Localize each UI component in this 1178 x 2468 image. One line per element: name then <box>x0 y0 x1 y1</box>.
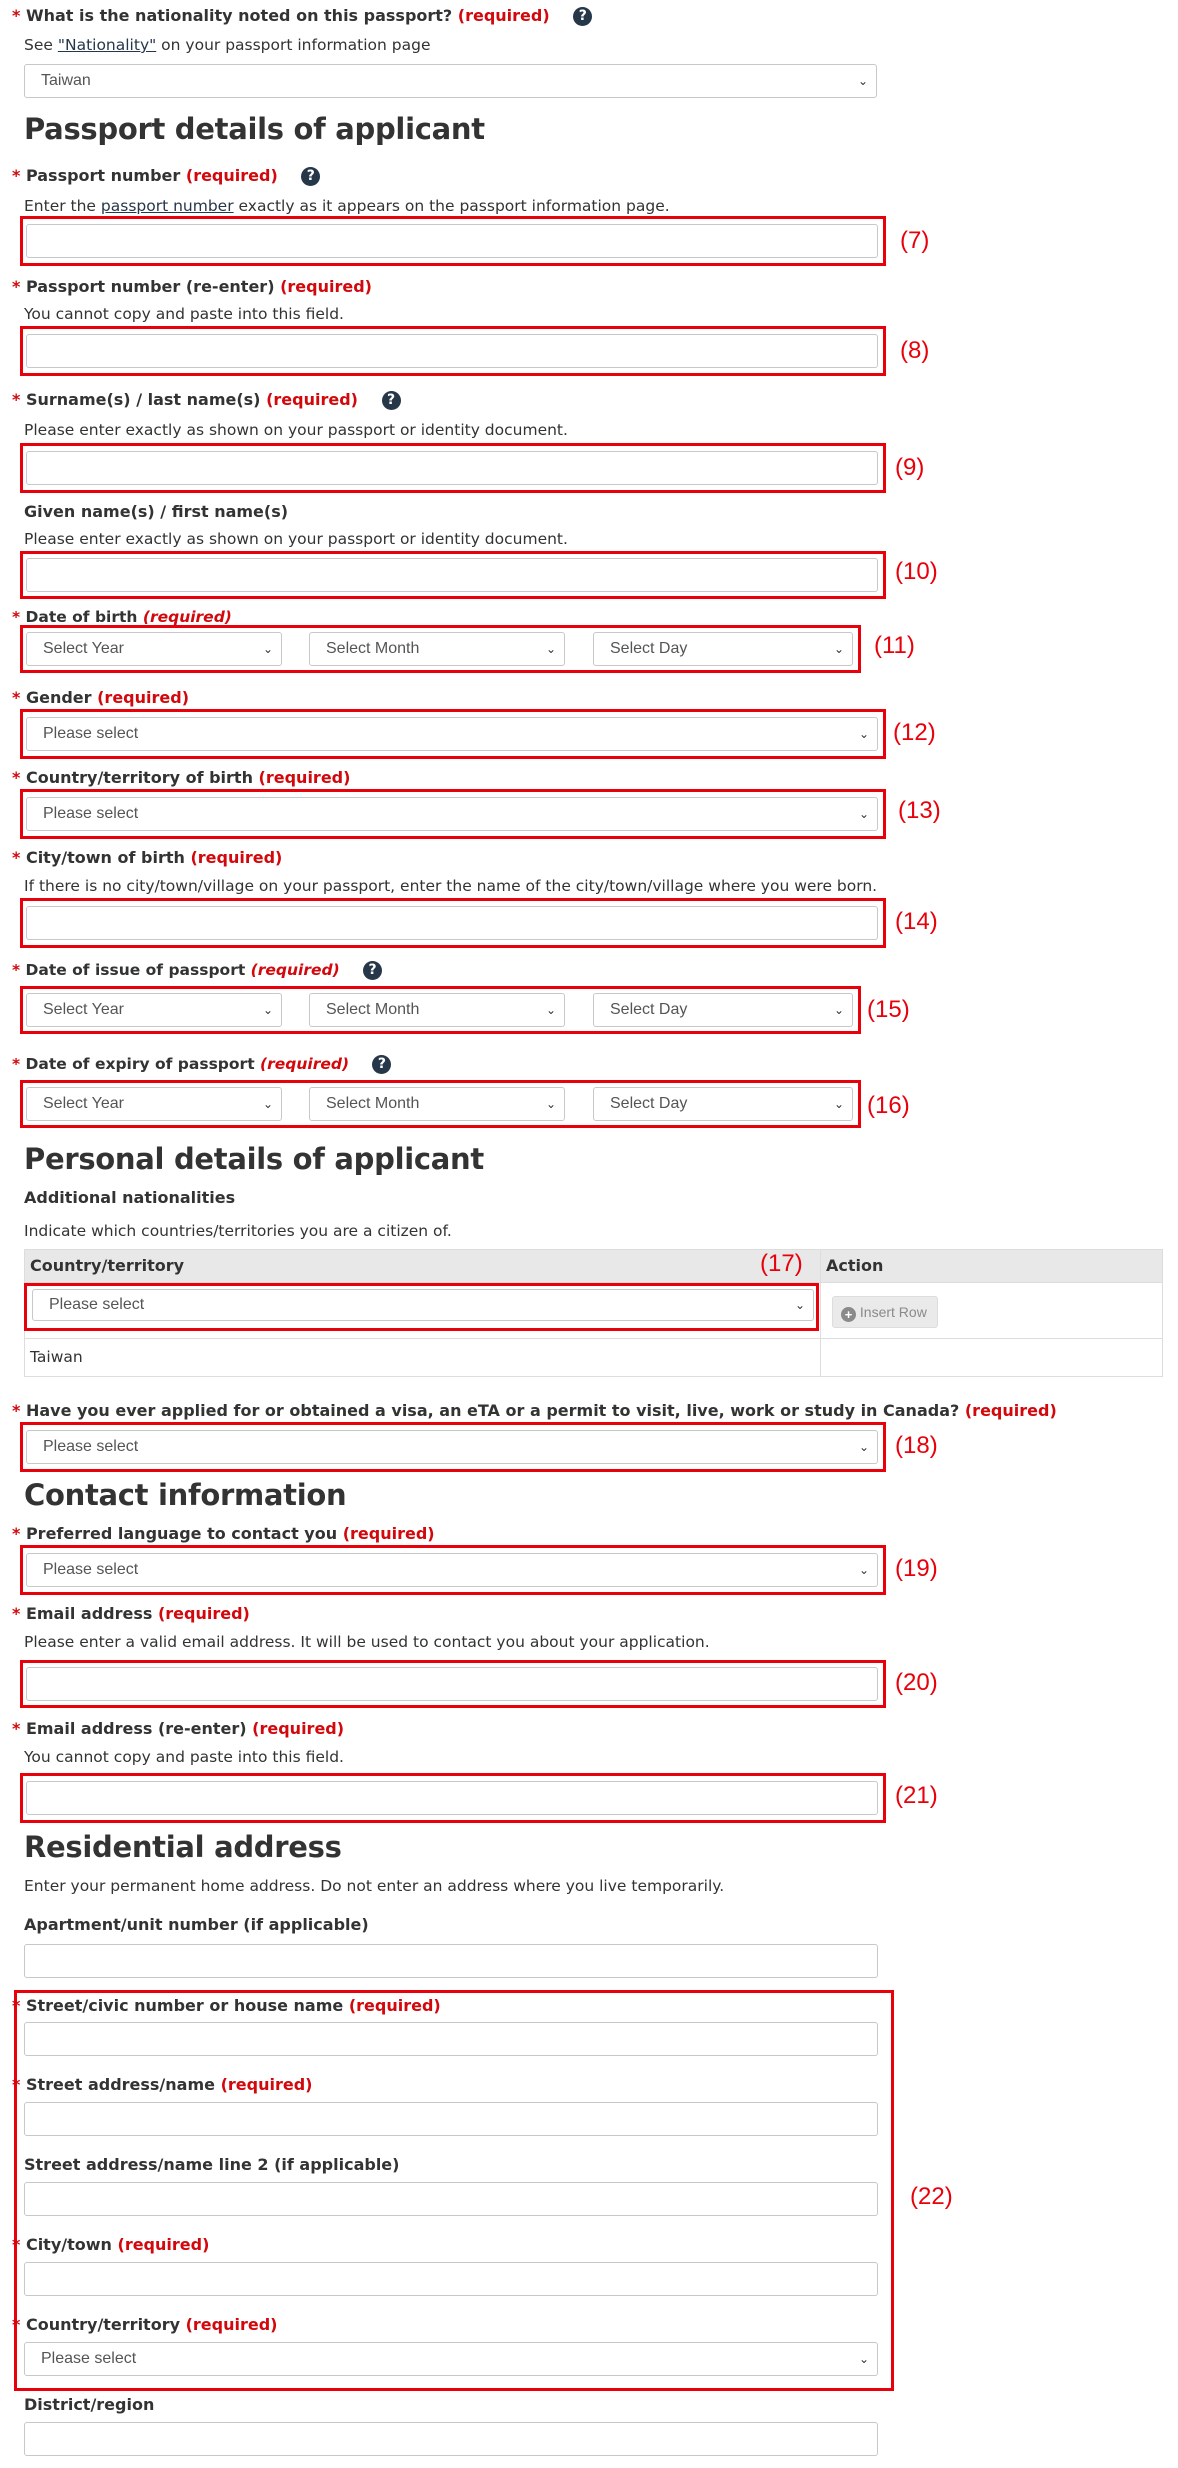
apartment-input[interactable] <box>24 1944 878 1978</box>
doi-year-select[interactable]: Select Year ⌄ <box>26 993 282 1027</box>
annotation-label-7: (7) <box>900 227 930 254</box>
section-title-passport: Passport details of applicant <box>24 112 485 146</box>
passport-number-label: * Passport number (required) ? <box>12 166 320 186</box>
passport-reenter-input[interactable] <box>26 334 878 368</box>
annotation-label-20: (20) <box>895 1669 938 1696</box>
doe-label: * Date of expiry of passport (required) ? <box>12 1055 391 1074</box>
chevron-down-icon: ⌄ <box>858 807 869 821</box>
help-question-icon[interactable]: ? <box>301 167 320 186</box>
street-name-label: * Street address/name (required) <box>12 2075 313 2094</box>
additional-nationalities-help: Indicate which countries/territories you are a citizen of. <box>24 1222 452 1240</box>
visa-history-label: * Have you ever applied for or obtained a visa, an eTA or a permit to visit, live, work or study in Canada? (required) <box>12 1401 1057 1420</box>
language-select[interactable]: Please select ⌄ <box>26 1553 878 1587</box>
email-reenter-input[interactable] <box>26 1781 878 1815</box>
insert-row-button[interactable]: + Insert Row <box>832 1296 938 1328</box>
doe-month-select[interactable]: Select Month ⌄ <box>309 1087 565 1121</box>
section-title-contact: Contact information <box>24 1478 347 1512</box>
email-label: * Email address (required) <box>12 1604 250 1623</box>
visa-history-select[interactable]: Please select ⌄ <box>26 1430 878 1464</box>
residential-help: Enter your permanent home address. Do not enter an address where you live temporarily. <box>24 1877 725 1895</box>
given-name-label: Given name(s) / first name(s) <box>24 502 289 521</box>
help-question-icon[interactable]: ? <box>382 391 401 410</box>
passport-reenter-label: * Passport number (re-enter) (required) <box>12 277 372 296</box>
language-label: * Preferred language to contact you (required) <box>12 1524 435 1543</box>
column-header-country: Country/territory <box>30 1256 185 1275</box>
dob-day-select[interactable]: Select Day ⌄ <box>593 632 853 666</box>
chevron-down-icon: ⌄ <box>858 727 869 741</box>
help-question-icon[interactable]: ? <box>573 7 592 26</box>
table-header <box>25 1250 1162 1283</box>
street-number-input[interactable] <box>24 2022 878 2056</box>
doe-year-select[interactable]: Select Year ⌄ <box>26 1087 282 1121</box>
surname-input[interactable] <box>26 451 878 485</box>
annotation-label-19: (19) <box>895 1555 938 1582</box>
chevron-down-icon: ⌄ <box>545 1003 556 1017</box>
annotation-label-14: (14) <box>895 908 938 935</box>
help-question-icon[interactable]: ? <box>372 1055 391 1074</box>
nationality-select[interactable]: Taiwan ⌄ <box>24 64 877 98</box>
gender-select[interactable]: Please select ⌄ <box>26 717 878 751</box>
annotation-label-18: (18) <box>895 1432 938 1459</box>
chevron-down-icon: ⌄ <box>262 1003 273 1017</box>
street-name-input[interactable] <box>24 2102 878 2136</box>
chevron-down-icon: ⌄ <box>262 642 273 656</box>
street-line2-label: Street address/name line 2 (if applicable) <box>24 2155 400 2174</box>
doi-label: * Date of issue of passport (required) ? <box>12 961 382 980</box>
chevron-down-icon: ⌄ <box>833 1097 844 1111</box>
email-reenter-label: * Email address (re-enter) (required) <box>12 1719 345 1738</box>
chevron-down-icon: ⌄ <box>262 1097 273 1111</box>
city-input[interactable] <box>24 2262 878 2296</box>
chevron-down-icon: ⌄ <box>858 1563 869 1577</box>
dob-month-select[interactable]: Select Month ⌄ <box>309 632 565 666</box>
doe-day-select[interactable]: Select Day ⌄ <box>593 1087 853 1121</box>
country-birth-select[interactable]: Please select ⌄ <box>26 797 878 831</box>
nationality-help-link[interactable]: "Nationality" <box>57 36 157 54</box>
annotation-label-21: (21) <box>895 1782 938 1809</box>
chevron-down-icon: ⌄ <box>794 1298 805 1312</box>
plus-circle-icon: + <box>841 1307 856 1322</box>
doi-day-select[interactable]: Select Day ⌄ <box>593 993 853 1027</box>
section-title-residential: Residential address <box>24 1830 342 1864</box>
table-column-divider <box>820 1250 821 1376</box>
annotation-label-13: (13) <box>898 797 941 824</box>
annotation-label-10: (10) <box>895 558 938 585</box>
chevron-down-icon: ⌄ <box>545 1097 556 1111</box>
chevron-down-icon: ⌄ <box>833 1003 844 1017</box>
table-row-divider <box>25 1338 1162 1339</box>
annotation-label-16: (16) <box>867 1092 910 1119</box>
city-birth-label: * City/town of birth (required) <box>12 848 283 867</box>
gender-label: * Gender (required) <box>12 688 189 707</box>
chevron-down-icon: ⌄ <box>545 642 556 656</box>
passport-number-input[interactable] <box>26 224 878 258</box>
city-birth-help: If there is no city/town/village on your passport, enter the name of the city/town/village where you were born. <box>24 877 878 895</box>
district-input[interactable] <box>24 2422 878 2456</box>
doi-month-select[interactable]: Select Month ⌄ <box>309 993 565 1027</box>
email-help: Please enter a valid email address. It will be used to contact you about your application. <box>24 1633 710 1651</box>
given-name-input[interactable] <box>26 558 878 592</box>
dob-label: * Date of birth (required) <box>12 608 232 626</box>
additional-nationality-select[interactable]: Please select ⌄ <box>32 1289 814 1321</box>
annotation-label-22: (22) <box>910 2183 953 2210</box>
district-label: District/region <box>24 2395 155 2414</box>
given-name-help: Please enter exactly as shown on your passport or identity document. <box>24 530 568 548</box>
email-reenter-help: You cannot copy and paste into this field. <box>24 1748 344 1766</box>
street-line2-input[interactable] <box>24 2182 878 2216</box>
passport-number-help: Enter the passport number exactly as it appears on the passport information page. <box>24 197 670 215</box>
chevron-down-icon: ⌄ <box>858 2352 869 2366</box>
annotation-label-11: (11) <box>874 632 915 659</box>
dob-year-select[interactable]: Select Year ⌄ <box>26 632 282 666</box>
country-label: * Country/territory (required) <box>12 2315 278 2334</box>
city-birth-input[interactable] <box>26 906 878 940</box>
chevron-down-icon: ⌄ <box>833 642 844 656</box>
help-question-icon[interactable]: ? <box>363 961 382 980</box>
country-select[interactable]: Please select ⌄ <box>24 2342 878 2376</box>
annotation-label-9: (9) <box>895 454 925 481</box>
country-birth-label: * Country/territory of birth (required) <box>12 768 351 787</box>
annotation-label-17: (17) <box>760 1250 803 1277</box>
nationality-help: See "Nationality" on your passport information page <box>24 36 431 54</box>
passport-number-help-link[interactable]: passport number <box>100 197 234 215</box>
annotation-label-12: (12) <box>893 719 936 746</box>
surname-help: Please enter exactly as shown on your passport or identity document. <box>24 421 568 439</box>
street-number-label: * Street/civic number or house name (required) <box>12 1996 441 2015</box>
annotation-label-8: (8) <box>900 337 930 364</box>
city-label: * City/town (required) <box>12 2235 210 2254</box>
chevron-down-icon: ⌄ <box>858 1440 869 1454</box>
apartment-label: Apartment/unit number (if applicable) <box>24 1915 369 1934</box>
table-row: Taiwan <box>30 1348 83 1366</box>
nationality-label: * What is the nationality noted on this passport? (required) ? <box>12 6 592 26</box>
email-input[interactable] <box>26 1667 878 1701</box>
additional-nationalities-label: Additional nationalities <box>24 1188 236 1207</box>
annotation-label-15: (15) <box>867 996 910 1023</box>
chevron-down-icon: ⌄ <box>857 74 868 88</box>
surname-label: * Surname(s) / last name(s) (required) ? <box>12 390 401 410</box>
column-header-action: Action <box>826 1256 884 1275</box>
passport-reenter-help: You cannot copy and paste into this field. <box>24 305 344 323</box>
section-title-personal: Personal details of applicant <box>24 1142 484 1176</box>
